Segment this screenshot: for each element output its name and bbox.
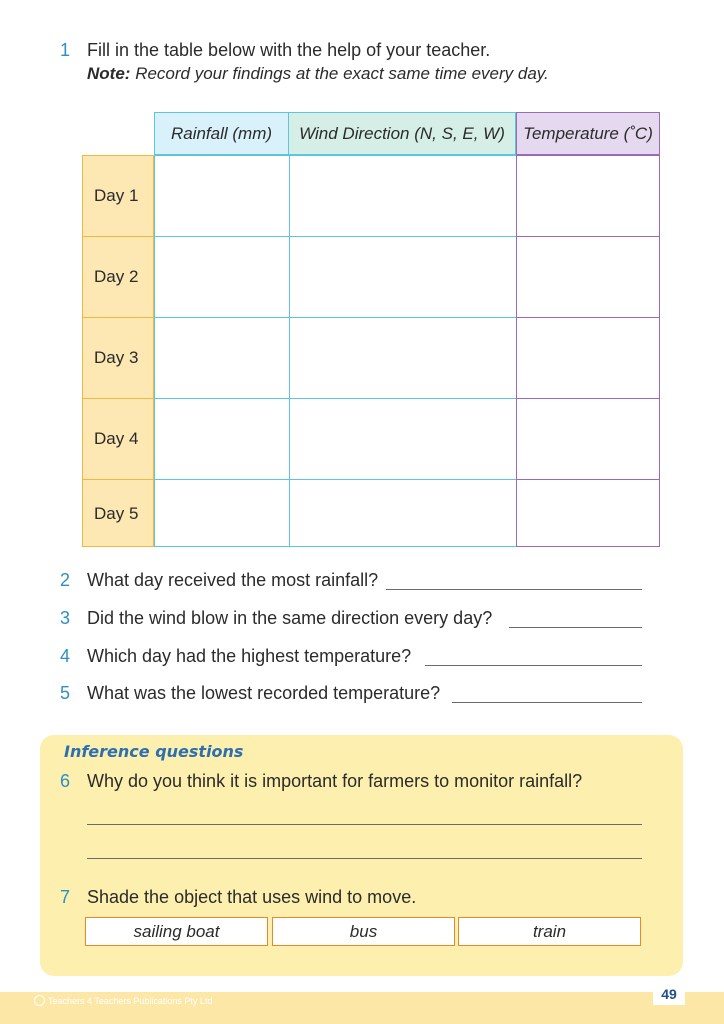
wind-cell-day-3[interactable] bbox=[289, 317, 516, 398]
header-temperature: Temperature (˚C) bbox=[516, 112, 660, 155]
option-bus[interactable]: bus bbox=[272, 917, 455, 946]
rainfall-cell-day-5[interactable] bbox=[154, 479, 289, 547]
wind-cell-day-5[interactable] bbox=[289, 479, 516, 547]
answer-line-3[interactable] bbox=[509, 627, 642, 628]
wind-cell-day-2[interactable] bbox=[289, 236, 516, 317]
question-6-number: 6 bbox=[60, 771, 71, 791]
question-1-text: Fill in the table below with the help of your teacher. bbox=[87, 40, 491, 60]
question-5-text: What was the lowest recorded temperature? bbox=[87, 683, 441, 703]
question-2-text: What day received the most rainfall? bbox=[87, 570, 379, 590]
question-1-number: 1 bbox=[60, 40, 71, 60]
answer-line-5[interactable] bbox=[452, 702, 642, 703]
day-label: Day 5 bbox=[82, 479, 154, 547]
temperature-cell-day-1[interactable] bbox=[516, 155, 660, 236]
publisher-logo-icon bbox=[34, 995, 45, 1006]
rainfall-cell-day-2[interactable] bbox=[154, 236, 289, 317]
header-rainfall: Rainfall (mm) bbox=[154, 112, 289, 155]
inference-title: Inference questions bbox=[64, 742, 244, 761]
question-5-number: 5 bbox=[60, 683, 71, 703]
question-7-number: 7 bbox=[60, 887, 71, 907]
temperature-cell-day-2[interactable] bbox=[516, 236, 660, 317]
answer-line-6b[interactable] bbox=[87, 858, 642, 859]
note-text: Record your findings at the exact same time every day. bbox=[135, 64, 549, 83]
answer-line-4[interactable] bbox=[425, 665, 642, 666]
answer-line-2[interactable] bbox=[386, 589, 642, 590]
question-3-number: 3 bbox=[60, 608, 71, 628]
rainfall-cell-day-3[interactable] bbox=[154, 317, 289, 398]
answer-line-6a[interactable] bbox=[87, 824, 642, 825]
day-label: Day 3 bbox=[82, 317, 154, 398]
option-sailing-boat[interactable]: sailing boat bbox=[85, 917, 268, 946]
day-label: Day 1 bbox=[82, 155, 154, 236]
option-train[interactable]: train bbox=[458, 917, 641, 946]
day-label: Day 4 bbox=[82, 398, 154, 479]
note-label: Note: bbox=[87, 64, 131, 83]
publisher-name: Teachers 4 Teachers Publications Pty Ltd bbox=[48, 996, 213, 1006]
question-7-text: Shade the object that uses wind to move. bbox=[87, 887, 417, 907]
question-3-text: Did the wind blow in the same direction every day? bbox=[87, 608, 493, 628]
question-6-text: Why do you think it is important for farmers to monitor rainfall? bbox=[87, 771, 583, 791]
question-4-text: Which day had the highest temperature? bbox=[87, 646, 412, 666]
question-2-number: 2 bbox=[60, 570, 71, 590]
wind-cell-day-1[interactable] bbox=[289, 155, 516, 236]
temperature-cell-day-3[interactable] bbox=[516, 317, 660, 398]
question-4-number: 4 bbox=[60, 646, 71, 666]
temperature-cell-day-5[interactable] bbox=[516, 479, 660, 547]
header-wind-direction: Wind Direction (N, S, E, W) bbox=[289, 112, 516, 155]
rainfall-cell-day-1[interactable] bbox=[154, 155, 289, 236]
wind-cell-day-4[interactable] bbox=[289, 398, 516, 479]
rainfall-cell-day-4[interactable] bbox=[154, 398, 289, 479]
day-label: Day 2 bbox=[82, 236, 154, 317]
page-number: 49 bbox=[653, 983, 685, 1005]
question-1-note bbox=[87, 64, 549, 84]
temperature-cell-day-4[interactable] bbox=[516, 398, 660, 479]
